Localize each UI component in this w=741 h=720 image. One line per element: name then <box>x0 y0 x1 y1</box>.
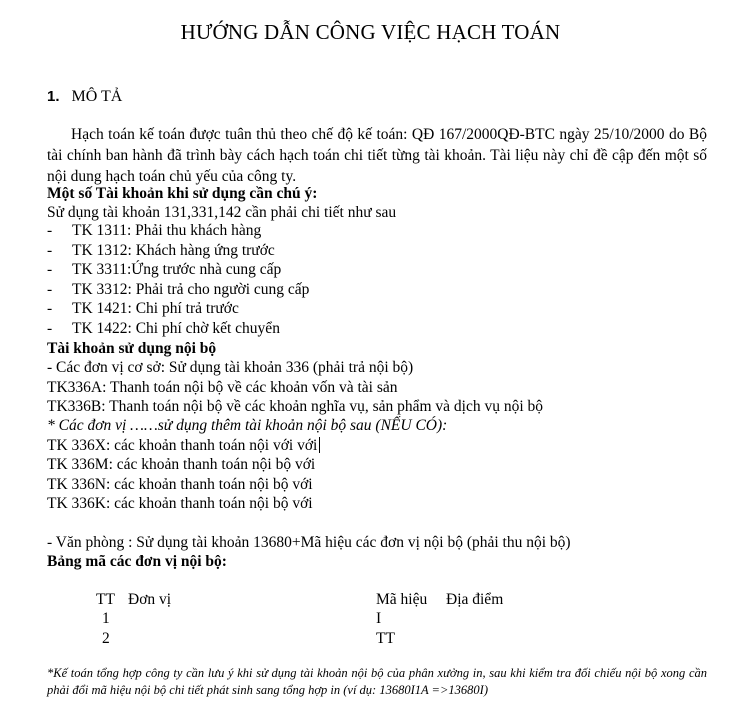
internal-heading: Tài khoản sử dụng nội bộ <box>47 340 217 357</box>
section-heading <box>47 88 122 106</box>
column-header-code: Mã hiệu <box>376 591 428 608</box>
list-item-text: TK 3312: Phải trả cho người cung cấp <box>72 281 310 298</box>
cell-code: TT <box>376 630 395 647</box>
internal-line: TK336A: Thanh toán nội bộ về các khoản vốn và tài sản <box>47 379 398 396</box>
list-item-text: TK 1312: Khách hàng ứng trước <box>72 242 275 259</box>
internal-account-line[interactable] <box>47 436 320 455</box>
column-header-unit: Đơn vị <box>128 591 172 608</box>
unit-table-heading: Bảng mã các đơn vị nội bộ: <box>47 553 227 570</box>
document-title: HƯỚNG DẪN CÔNG VIỆC HẠCH TOÁN <box>180 20 561 44</box>
internal-line: - Các đơn vị cơ sở: Sử dụng tài khoản 336 (phải trả nội bộ) <box>47 359 414 376</box>
list-bullet: - <box>47 281 53 298</box>
internal-account-line: TK 336K: các khoản thanh toán nội bộ với <box>47 495 313 512</box>
internal-account-line: TK 336M: các khoản thanh toán nội bộ với <box>47 456 316 473</box>
list-bullet: - <box>47 300 53 317</box>
internal-account-text: TK 336X: các khoản thanh toán nội với với <box>47 437 318 454</box>
list-bullet: - <box>47 320 53 337</box>
list-item-text: TK 3311:Ứng trước nhà cung cấp <box>72 261 282 278</box>
office-line: - Văn phòng : Sử dụng tài khoản 13680+Mã hiệu các đơn vị nội bộ (phải thu nội bộ) <box>47 534 571 551</box>
section-title: MÔ TẢ <box>71 88 123 105</box>
column-header-tt: TT <box>96 591 115 608</box>
internal-italic-note: * Các đơn vị ……sử dụng thêm tài khoản nội bộ sau (NẾU CÓ): <box>47 417 448 434</box>
list-bullet: - <box>47 242 53 259</box>
column-header-location: Địa điểm <box>446 591 504 608</box>
footnote: *Kế toán tổng hợp công ty cần lưu ý khi sử dụng tài khoản nội bộ của phân xưởng in, sau khi kiểm tra đối chiếu nội bộ xong cần phải đổi mã hiệu nội bộ chi tiết phát sinh sang tổng hợp in (ví dụ: 13680I1A =>13680I) <box>47 666 707 697</box>
cell-tt: 2 <box>102 630 110 647</box>
list-bullet: - <box>47 261 53 278</box>
text-cursor <box>319 437 320 453</box>
internal-line: TK336B: Thanh toán nội bộ về các khoản nghĩa vụ, sản phẩm và dịch vụ nội bộ <box>47 398 544 415</box>
accounts-note: Sử dụng tài khoản 131,331,142 cần phải chi tiết như sau <box>47 204 397 221</box>
list-item-text: TK 1421: Chi phí trả trước <box>72 300 239 317</box>
cell-code: I <box>376 610 382 627</box>
internal-account-line: TK 336N: các khoản thanh toán nội bộ với <box>47 476 313 493</box>
list-item-text: TK 1422: Chi phí chờ kết chuyển <box>72 320 280 337</box>
accounts-heading: Một số Tài khoản khi sử dụng cần chú ý: <box>47 185 318 202</box>
cell-tt: 1 <box>102 610 110 627</box>
list-bullet: - <box>47 222 53 239</box>
section-number: 1. <box>47 88 60 105</box>
intro-paragraph: Hạch toán kế toán được tuân thủ theo chế độ kế toán: QĐ 167/2000QĐ-BTC ngày 25/10/2000 do Bộ tài chính ban hành đã trình bày cách hạch toán chi tiết từng tài khoản. Tài liệu này chỉ đề cập đến một số nội dung hạch toán chủ yếu của công ty. <box>47 126 707 185</box>
list-item-text: TK 1311: Phải thu khách hàng <box>72 222 262 239</box>
